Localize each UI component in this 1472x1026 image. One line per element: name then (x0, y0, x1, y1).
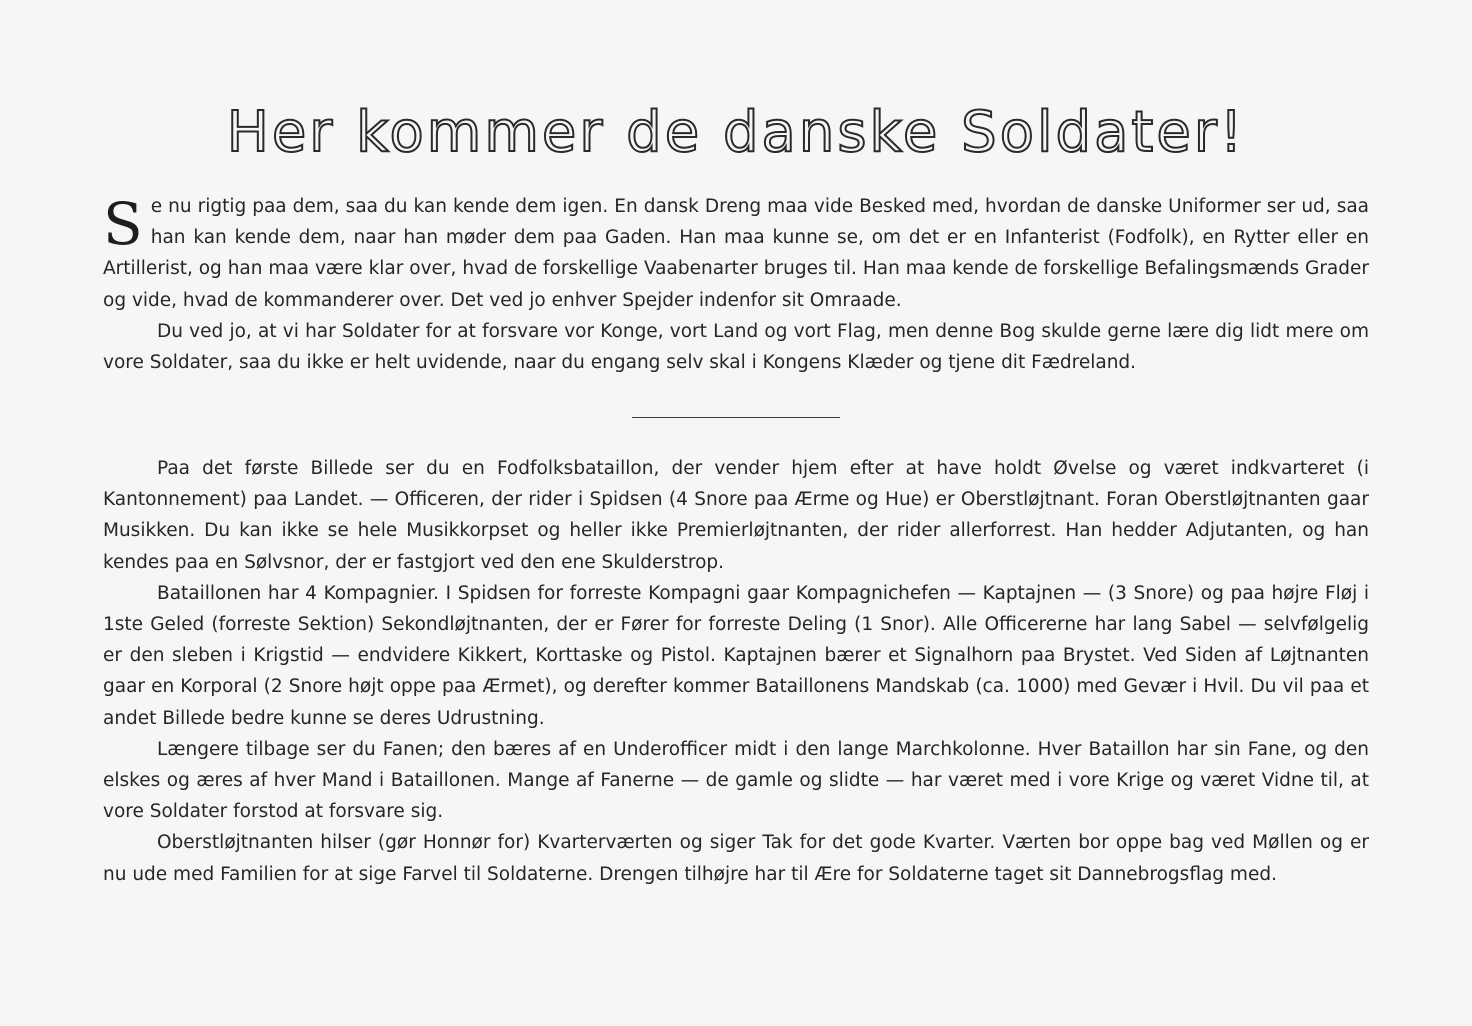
intro-paragraph-2: Du ved jo, at vi har Soldater for at forsvare vor Konge, vort Land og vort Flag, men denne Bog skulde gerne lære dig lidt mere om vore Soldater, saa du ikke er helt uvidende, naar du engang selv skal i Kongens Klæder og tjene dit Fædreland. (103, 320, 1369, 374)
section-divider (632, 417, 840, 418)
intro-paragraph-1-text: e nu rigtig paa dem, saa du kan kende dem igen. En dansk Dreng maa vide Besked med, hvordan de danske Uniformer ser ud, saa han kan kende dem, naar han møder dem paa Gaden. Han maa kunne se, om det er en Infanterist (Fodfolk), en Rytter eller en Artillerist, og han maa være klar over, hvad de forskellige Vaabenarter bruges til. Han maa kende de forskellige Befalingsmænds Grader og vide, hvad de kommanderer over. Det ved jo enhver Spejder indenfor sit Omraade. (103, 196, 1369, 311)
body-section (103, 453, 1369, 890)
intro-section (103, 191, 1369, 378)
body-paragraph-2: Bataillonen har 4 Kompagnier. I Spidsen for forreste Kompagni gaar Kompagnichefen — Kaptajnen — (3 Snore) og paa højre Fløj i 1ste Geled (forreste Sektion) Sekondløjtnanten, der er Fører for forreste Deling (1 Snor). Alle Officererne har lang Sabel — selvfølgelig er den sleben i Krigstid — endvidere Kikkert, Korttaske og Pistol. Kaptajnen bærer et Signalhorn paa Brystet. Ved Siden af Løjtnanten gaar en Korporal (2 Snore højt oppe paa Ærmet), og derefter kommer Bataillonens Mandskab (ca. 1000) med Gevær i Hvil. Du vil paa et andet Billede bedre kunne se deres Udrustning. (103, 582, 1369, 729)
body-paragraph-4: Oberstløjtnanten hilser (gør Honnør for) Kvarterværten og siger Tak for det gode Kvarter. Værten bor oppe bag ved Møllen og er nu ude med Familien for at sige Farvel til Soldaterne. Drengen tilhøjre har til Ære for Soldaterne taget sit Dannebrogsflag med. (103, 832, 1369, 885)
intro-paragraph-1 (103, 191, 1369, 316)
body-paragraph-1: Paa det første Billede ser du en Fodfolksbataillon, der vender hjem efter at have holdt Øvelse og været indkvarteret (i Kantonnement) paa Landet. — Officeren, der rider i Spidsen (4 Snore paa Ærme og Hue) er Oberstløjtnant. Foran Oberstløjtnanten gaar Musikken. Du kan ikke se hele Musikkorpset og heller ikke Premierløjtnanten, der rider allerforrest. Han hedder Adjutanten, og han kendes paa en Sølvsnor, der er fastgjort ved den ene Skulderstrop. (103, 458, 1369, 573)
drop-cap: S (103, 190, 143, 258)
body-paragraph-3: Længere tilbage ser du Fanen; den bæres af en Underofficer midt i den lange Marchkolonne. Hver Bataillon har sin Fane, og den elskes og æres af hver Mand i Bataillonen. Mange af Fanerne — de gamle og slidte — har været med i vore Krige og været Vidne til, at vore Soldater forstod at forsvare sig. (103, 738, 1369, 823)
page-title: Her kommer de danske Soldater! (226, 100, 1246, 165)
